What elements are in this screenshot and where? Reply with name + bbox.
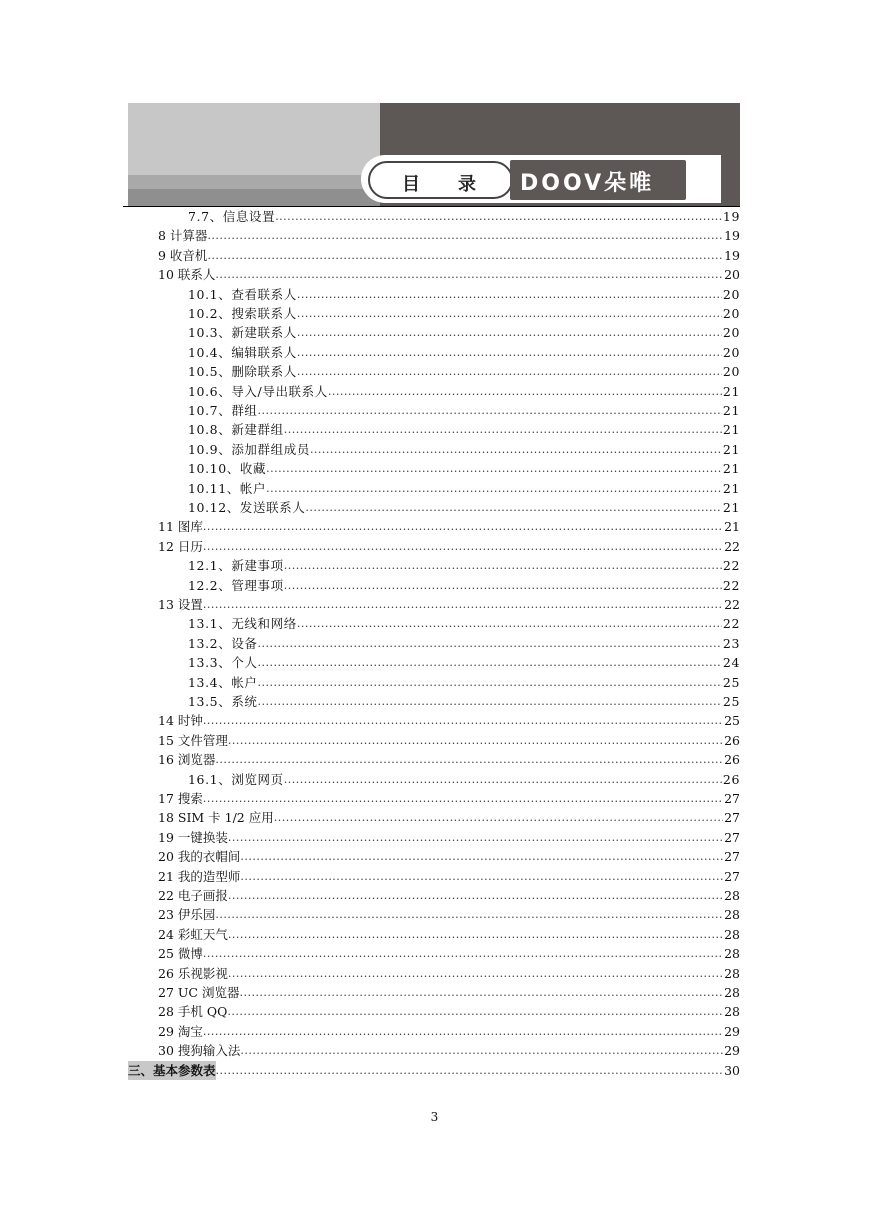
toc-entry[interactable] — [158, 1002, 740, 1021]
toc-entry-title: 13.1、无线和网络 — [188, 616, 297, 632]
toc-entry-title: 26 乐视影视 — [158, 965, 228, 981]
toc-entry-page: 25 — [722, 694, 740, 709]
toc-entry-page: 20 — [722, 344, 740, 360]
toc-entry[interactable] — [158, 537, 740, 556]
toc-entry[interactable] — [188, 207, 740, 226]
toc-entry-page: 27 — [724, 810, 740, 826]
toc-entry-title: 18 SIM 卡 1/2 应用 — [158, 810, 274, 826]
toc-entry-title: 19 一键换装 — [158, 829, 228, 845]
toc-entry-title: 10.3、新建联系人 — [188, 325, 297, 341]
toc-entry-page: 22 — [722, 616, 740, 632]
toc-entry-page: 21 — [722, 461, 740, 477]
toc-leader-dots — [275, 207, 722, 226]
toc-entry-title: 17 搜索 — [158, 791, 203, 806]
toc-entry-title: 22 电子画报 — [158, 888, 228, 903]
toc-leader-dots — [284, 556, 722, 575]
toc-entry-page: 27 — [724, 849, 740, 865]
toc-entry-title: 10.2、搜索联系人 — [188, 306, 297, 321]
category-pill — [368, 161, 513, 199]
toc-entry-page: 27 — [724, 868, 740, 884]
toc-entry[interactable] — [158, 847, 740, 866]
toc-entry-title: 三、基本参数表 — [128, 1062, 216, 1078]
toc-entry[interactable] — [158, 828, 740, 847]
toc-leader-dots — [274, 808, 723, 827]
toc-entry-page: 26 — [722, 771, 740, 787]
toc-leader-dots — [215, 750, 723, 769]
toc-entry-page: 26 — [724, 732, 740, 748]
toc-entry[interactable] — [158, 246, 740, 265]
toc-entry[interactable] — [158, 925, 740, 944]
toc-entry[interactable] — [188, 362, 740, 381]
toc-leader-dots — [297, 323, 722, 342]
brand-logo-text: DOOV朵唯 — [520, 171, 655, 196]
toc-entry-page: 21 — [722, 480, 740, 496]
toc-entry[interactable] — [188, 304, 740, 323]
toc-entry-page: 28 — [724, 1004, 740, 1020]
toc-entry-page: 25 — [722, 674, 740, 690]
toc-entry-title: 10.5、删除联系人 — [188, 364, 297, 380]
toc-leader-dots — [297, 304, 722, 323]
toc-entry-page: 19 — [724, 247, 740, 263]
toc-entry[interactable] — [188, 653, 740, 672]
toc-entry-title: 15 文件管理 — [158, 732, 228, 748]
toc-entry-page: 28 — [724, 888, 740, 903]
toc-entry-title: 12 日历 — [158, 538, 203, 554]
toc-entry-title: 13 设置 — [158, 597, 203, 612]
toc-leader-dots — [310, 440, 722, 459]
toc-entry-title: 10.8、新建群组 — [188, 422, 284, 438]
toc-entry-title: 13.3、个人 — [188, 655, 258, 671]
toc-leader-dots — [266, 479, 722, 498]
toc-entry-page: 25 — [724, 713, 740, 729]
toc-entry-title: 25 微博 — [158, 946, 203, 962]
toc-entry-title: 10.6、导入/导出联系人 — [188, 383, 328, 399]
toc-entry-title: 10.4、编辑联系人 — [188, 344, 297, 360]
toc-entry[interactable] — [158, 517, 740, 536]
toc-entry-page: 20 — [722, 325, 740, 341]
toc-entry-title: 11 图库 — [158, 519, 203, 535]
toc-entry[interactable] — [158, 905, 740, 924]
toc-entry-page: 22 — [722, 558, 740, 574]
toc-leader-dots — [203, 595, 723, 614]
toc-leader-dots — [284, 770, 722, 789]
toc-entry-page: 27 — [724, 829, 740, 845]
toc-leader-dots — [215, 905, 723, 924]
toc-entry[interactable] — [188, 770, 740, 789]
toc-entry-page: 19 — [724, 228, 740, 244]
toc-entry-title: 14 时钟 — [158, 713, 203, 729]
toc-entry-title: 12.1、新建事项 — [188, 558, 284, 574]
toc-entry-title: 28 手机 QQ — [158, 1004, 228, 1020]
toc-leader-dots — [207, 246, 723, 265]
toc-leader-dots — [239, 983, 723, 1002]
header-banner — [128, 103, 740, 206]
toc-entry[interactable] — [158, 867, 740, 886]
toc-entry-page: 20 — [722, 364, 740, 380]
toc-leader-dots — [203, 711, 723, 730]
toc-entry-page: 21 — [722, 441, 740, 457]
toc-entry[interactable] — [188, 576, 740, 595]
toc-entry-title: 13.4、帐户 — [188, 674, 258, 690]
toc-entry-title: 29 淘宝 — [158, 1023, 203, 1039]
toc-entry[interactable] — [188, 343, 740, 362]
toc-entry[interactable] — [188, 614, 740, 633]
toc-leader-dots — [228, 828, 723, 847]
toc-entry[interactable] — [188, 634, 740, 653]
toc-entry-page: 28 — [724, 946, 740, 962]
toc-entry-title: 10.11、帐户 — [188, 480, 267, 496]
toc-entry-title: 10 联系人 — [158, 267, 216, 283]
toc-leader-dots — [203, 1022, 723, 1041]
toc-entry-title: 10.9、添加群组成员 — [188, 441, 310, 457]
toc-entry-page: 29 — [724, 1023, 740, 1039]
toc-entry[interactable] — [158, 750, 740, 769]
toc-entry-title: 13.5、系统 — [188, 694, 258, 709]
toc-entry-title: 9 收音机 — [158, 247, 208, 263]
toc-leader-dots — [258, 634, 722, 653]
toc-leader-dots — [203, 944, 723, 963]
toc-leader-dots — [297, 362, 722, 381]
toc-leader-dots — [297, 285, 722, 304]
toc-entry-title: 10.1、查看联系人 — [188, 286, 297, 302]
toc-entry-title: 24 彩虹天气 — [158, 926, 228, 942]
toc-leader-dots — [215, 265, 723, 284]
toc-entry[interactable] — [158, 731, 740, 750]
toc-entry-page: 28 — [724, 907, 740, 923]
toc-entry[interactable] — [158, 1022, 740, 1041]
toc-entry[interactable] — [188, 285, 740, 304]
banner-stripe-dark — [128, 189, 380, 206]
toc-leader-dots — [228, 925, 723, 944]
toc-leader-dots — [328, 382, 722, 401]
toc-entry[interactable] — [188, 323, 740, 342]
toc-leader-dots — [228, 964, 723, 983]
toc-entry-title: 30 搜狗输入法 — [158, 1043, 241, 1059]
toc-leader-dots — [284, 420, 722, 439]
category-char-2: 录 — [458, 174, 476, 195]
toc-entry-title: 16 浏览器 — [158, 752, 216, 768]
toc-entry-page: 28 — [724, 985, 740, 1000]
toc-entry[interactable] — [158, 944, 740, 963]
toc-entry[interactable] — [188, 401, 740, 420]
toc-entry-title: 8 计算器 — [158, 228, 208, 244]
toc-entry-page: 24 — [722, 655, 740, 671]
toc-entry-page: 20 — [722, 306, 740, 321]
toc-entry[interactable] — [158, 711, 740, 730]
toc-leader-dots — [216, 1061, 724, 1080]
toc-entry-page: 26 — [724, 752, 740, 768]
toc-entry-page: 27 — [724, 791, 740, 806]
toc-entry-title: 23 伊乐园 — [158, 907, 216, 923]
toc-leader-dots — [240, 847, 723, 866]
banner-stripe — [128, 175, 380, 189]
toc-entry[interactable] — [188, 556, 740, 575]
toc-entry-title: 13.2、设备 — [188, 635, 258, 651]
toc-entry[interactable] — [158, 226, 740, 245]
toc-entry-title: 27 UC 浏览器 — [158, 985, 240, 1000]
toc-leader-dots — [297, 343, 722, 362]
toc-entry[interactable] — [188, 498, 740, 517]
toc-entry-title: 16.1、浏览网页 — [188, 771, 284, 787]
toc-entry-page: 21 — [722, 500, 740, 515]
toc-entry-page: 21 — [722, 403, 740, 418]
toc-entry-title: 7.7、信息设置 — [188, 209, 276, 224]
toc-entry-title: 21 我的造型师 — [158, 868, 241, 884]
toc-entry[interactable] — [188, 440, 740, 459]
toc-entry[interactable] — [188, 692, 740, 711]
toc-leader-dots — [227, 1002, 723, 1021]
toc-entry-page: 22 — [724, 538, 740, 554]
toc-leader-dots — [240, 867, 723, 886]
toc-entry[interactable] — [158, 886, 740, 905]
toc-entry-page: 21 — [724, 519, 740, 535]
toc-entry[interactable] — [158, 983, 740, 1002]
toc-leader-dots — [228, 886, 723, 905]
toc-entry[interactable] — [188, 420, 740, 439]
toc-leader-dots — [266, 459, 722, 478]
toc-entry[interactable] — [188, 479, 740, 498]
toc-entry[interactable] — [158, 1041, 740, 1060]
toc-leader-dots — [258, 401, 722, 420]
toc-leader-dots — [284, 576, 722, 595]
toc-entry-page: 20 — [722, 286, 740, 302]
toc-leader-dots — [203, 517, 723, 536]
toc-entry-page: 22 — [724, 597, 740, 612]
toc-entry[interactable] — [158, 265, 740, 284]
toc-leader-dots — [258, 673, 722, 692]
toc-leader-dots — [258, 692, 722, 711]
toc-entry-title: 12.2、管理事项 — [188, 577, 284, 593]
toc-leader-dots — [297, 614, 722, 633]
category-char-1: 目 — [402, 174, 420, 195]
toc-entry[interactable] — [158, 789, 740, 808]
toc-entry-page: 23 — [722, 635, 740, 651]
toc-entry-page: 21 — [722, 422, 740, 438]
toc-leader-dots — [228, 731, 723, 750]
toc-leader-dots — [203, 537, 723, 556]
toc-entry-page: 30 — [724, 1062, 740, 1078]
toc-entry-page: 21 — [722, 383, 740, 399]
toc-entry-title: 10.10、收藏 — [188, 461, 267, 477]
banner-left-panel — [128, 103, 380, 206]
toc-entry-page: 29 — [724, 1043, 740, 1059]
toc-leader-dots — [258, 653, 722, 672]
toc-leader-dots — [207, 226, 723, 245]
toc-entry-title: 10.12、发送联系人 — [188, 500, 306, 515]
toc-entry[interactable] — [128, 1061, 740, 1080]
toc-entry-page: 20 — [724, 267, 740, 283]
toc-leader-dots — [203, 789, 723, 808]
toc-entry[interactable] — [158, 964, 740, 983]
toc-entry[interactable] — [188, 382, 740, 401]
toc-entry[interactable] — [188, 673, 740, 692]
toc-entry-page: 19 — [722, 209, 740, 224]
page-number: 3 — [430, 1110, 439, 1124]
toc-leader-dots — [305, 498, 722, 517]
toc-entry-page: 28 — [724, 926, 740, 942]
toc-entry[interactable] — [158, 595, 740, 614]
toc-entry-title: 20 我的衣帽间 — [158, 849, 241, 865]
toc-entry-page: 22 — [722, 577, 740, 593]
toc-entry-title: 10.7、群组 — [188, 403, 258, 418]
toc-entry[interactable] — [158, 808, 740, 827]
toc-entry-page: 28 — [724, 965, 740, 981]
toc-entry[interactable] — [188, 459, 740, 478]
toc-leader-dots — [240, 1041, 723, 1060]
